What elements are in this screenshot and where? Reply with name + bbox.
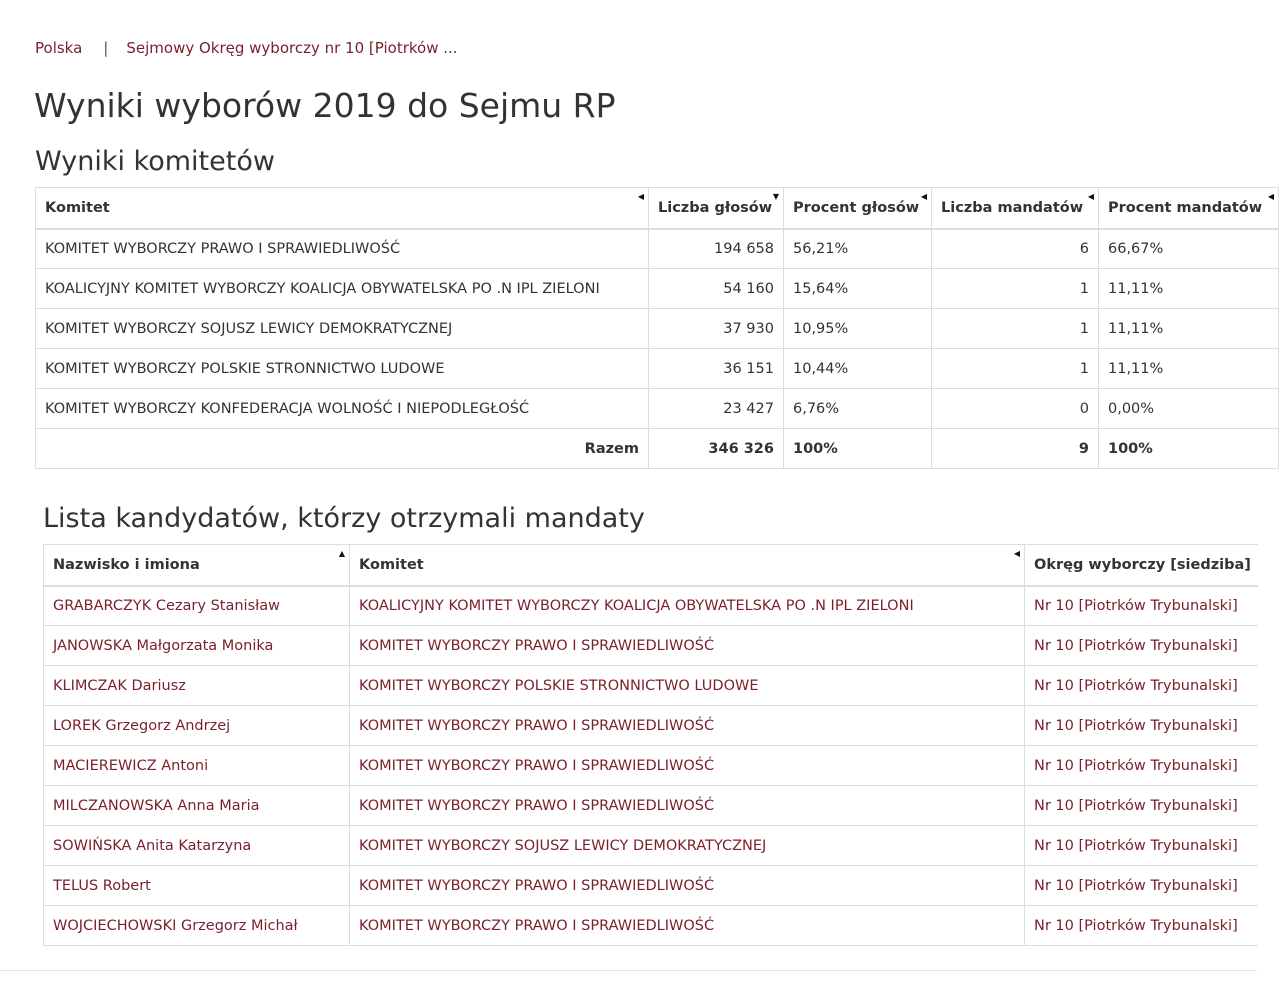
candidate-name-link[interactable]: TELUS Robert bbox=[53, 877, 151, 894]
committee-seats-percent: 11,11% bbox=[1099, 309, 1279, 349]
table-row bbox=[44, 626, 1258, 666]
footer-divider bbox=[0, 970, 1257, 971]
committee-seats-percent: 11,11% bbox=[1099, 349, 1279, 389]
candidate-committee-link[interactable]: KOMITET WYBORCZY SOJUSZ LEWICY DEMOKRATYCZNEJ bbox=[359, 837, 767, 854]
table-row bbox=[36, 389, 1279, 429]
committee-votes-percent: 56,21% bbox=[784, 229, 932, 269]
total-votes: 346 326 bbox=[649, 429, 784, 469]
column-header-label: Komitet bbox=[45, 199, 110, 216]
candidate-district-link[interactable]: Nr 10 [Piotrków Trybunalski] bbox=[1034, 797, 1238, 814]
candidate-committee-link[interactable]: KOMITET WYBORCZY PRAWO I SPRAWIEDLIWOŚĆ bbox=[359, 717, 715, 734]
candidate-district-link[interactable]: Nr 10 [Piotrków Trybunalski] bbox=[1034, 717, 1238, 734]
candidate-name-link[interactable]: KLIMCZAK Dariusz bbox=[53, 677, 186, 694]
candidate-district-link[interactable]: Nr 10 [Piotrków Trybunalski] bbox=[1034, 597, 1238, 614]
elected-candidates-table bbox=[43, 544, 1258, 946]
committee-name: KOMITET WYBORCZY SOJUSZ LEWICY DEMOKRATYCZNEJ bbox=[36, 309, 649, 349]
committee-votes: 194 658 bbox=[649, 229, 784, 269]
candidate-district-link[interactable]: Nr 10 [Piotrków Trybunalski] bbox=[1034, 757, 1238, 774]
committee-votes-percent: 10,95% bbox=[784, 309, 932, 349]
candidate-committee-link[interactable]: KOMITET WYBORCZY PRAWO I SPRAWIEDLIWOŚĆ bbox=[359, 877, 715, 894]
committee-name: KOMITET WYBORCZY KONFEDERACJA WOLNOŚĆ I NIEPODLEGŁOŚĆ bbox=[36, 389, 649, 429]
committees-table bbox=[35, 187, 1279, 469]
column-header-candidate-committee[interactable] bbox=[350, 545, 1025, 586]
breadcrumb-separator: | bbox=[103, 39, 109, 57]
column-header-district[interactable] bbox=[1025, 545, 1258, 586]
table-row bbox=[44, 866, 1258, 906]
candidate-name-link[interactable]: MILCZANOWSKA Anna Maria bbox=[53, 797, 260, 814]
column-header-label: Komitet bbox=[359, 556, 424, 573]
total-label: Razem bbox=[36, 429, 649, 469]
candidate-committee-link[interactable]: KOALICYJNY KOMITET WYBORCZY KOALICJA OBYWATELSKA PO .N IPL ZIELONI bbox=[359, 597, 914, 614]
committee-votes: 36 151 bbox=[649, 349, 784, 389]
column-header-label: Nazwisko i imiona bbox=[53, 556, 200, 573]
candidate-name-link[interactable]: WOJCIECHOWSKI Grzegorz Michał bbox=[53, 917, 298, 934]
sort-left-icon: ◀ bbox=[1087, 192, 1094, 201]
candidate-committee-link[interactable]: KOMITET WYBORCZY PRAWO I SPRAWIEDLIWOŚĆ bbox=[359, 757, 715, 774]
candidate-district-link[interactable]: Nr 10 [Piotrków Trybunalski] bbox=[1034, 837, 1238, 854]
table-row bbox=[44, 906, 1258, 946]
total-seats: 9 bbox=[932, 429, 1099, 469]
candidate-committee-link[interactable]: KOMITET WYBORCZY PRAWO I SPRAWIEDLIWOŚĆ bbox=[359, 797, 715, 814]
candidate-district-link[interactable]: Nr 10 [Piotrków Trybunalski] bbox=[1034, 677, 1238, 694]
breadcrumb-current-link[interactable]: Sejmowy Okręg wyborczy nr 10 [Piotrków ... bbox=[126, 39, 458, 57]
column-header-votes-percent[interactable] bbox=[784, 188, 932, 229]
candidate-committee-link[interactable]: KOMITET WYBORCZY POLSKIE STRONNICTWO LUDOWE bbox=[359, 677, 759, 694]
breadcrumb-home-link[interactable]: Polska bbox=[35, 39, 83, 57]
table-row bbox=[36, 309, 1279, 349]
column-header-seats[interactable] bbox=[932, 188, 1099, 229]
committee-votes-percent: 15,64% bbox=[784, 269, 932, 309]
sort-left-icon: ◀ bbox=[1013, 549, 1020, 558]
column-header-label: Okręg wyborczy [siedziba] bbox=[1034, 556, 1251, 573]
committee-name: KOALICYJNY KOMITET WYBORCZY KOALICJA OBYWATELSKA PO .N IPL ZIELONI bbox=[36, 269, 649, 309]
table-row bbox=[36, 229, 1279, 269]
column-header-label: Procent głosów bbox=[793, 199, 920, 216]
committee-votes: 54 160 bbox=[649, 269, 784, 309]
total-seats-percent: 100% bbox=[1099, 429, 1279, 469]
table-row bbox=[44, 586, 1258, 626]
candidate-name-link[interactable]: MACIEREWICZ Antoni bbox=[53, 757, 209, 774]
elected-header-row bbox=[44, 545, 1258, 586]
committee-seats: 6 bbox=[932, 229, 1099, 269]
committee-votes-percent: 6,76% bbox=[784, 389, 932, 429]
table-row bbox=[44, 666, 1258, 706]
column-header-label: Liczba głosów bbox=[658, 199, 773, 216]
committee-votes-percent: 10,44% bbox=[784, 349, 932, 389]
committee-seats: 1 bbox=[932, 269, 1099, 309]
committee-seats: 1 bbox=[932, 309, 1099, 349]
sort-desc-icon: ▼ bbox=[772, 192, 779, 201]
candidate-name-link[interactable]: LOREK Grzegorz Andrzej bbox=[53, 717, 231, 734]
committee-seats: 1 bbox=[932, 349, 1099, 389]
sort-asc-icon: ▲ bbox=[338, 549, 345, 558]
candidate-district-link[interactable]: Nr 10 [Piotrków Trybunalski] bbox=[1034, 637, 1238, 654]
table-row bbox=[44, 786, 1258, 826]
sort-left-icon: ◀ bbox=[920, 192, 927, 201]
elected-section-title: Lista kandydatów, którzy otrzymali mandaty bbox=[43, 503, 645, 534]
committee-seats-percent: 66,67% bbox=[1099, 229, 1279, 269]
column-header-committee[interactable] bbox=[36, 188, 649, 229]
table-row bbox=[44, 706, 1258, 746]
breadcrumb bbox=[35, 38, 458, 58]
candidate-committee-link[interactable]: KOMITET WYBORCZY PRAWO I SPRAWIEDLIWOŚĆ bbox=[359, 637, 715, 654]
committees-header-row bbox=[36, 188, 1279, 229]
committee-votes: 23 427 bbox=[649, 389, 784, 429]
total-votes-percent: 100% bbox=[784, 429, 932, 469]
committee-seats-percent: 11,11% bbox=[1099, 269, 1279, 309]
committee-name: KOMITET WYBORCZY PRAWO I SPRAWIEDLIWOŚĆ bbox=[36, 229, 649, 269]
candidate-district-link[interactable]: Nr 10 [Piotrków Trybunalski] bbox=[1034, 877, 1238, 894]
committee-name: KOMITET WYBORCZY POLSKIE STRONNICTWO LUDOWE bbox=[36, 349, 649, 389]
candidate-name-link[interactable]: SOWIŃSKA Anita Katarzyna bbox=[53, 837, 252, 854]
candidate-district-link[interactable]: Nr 10 [Piotrków Trybunalski] bbox=[1034, 917, 1238, 934]
page-title: Wyniki wyborów 2019 do Sejmu RP bbox=[34, 86, 616, 125]
column-header-label: Procent mandatów bbox=[1108, 199, 1263, 216]
table-row bbox=[36, 269, 1279, 309]
column-header-seats-percent[interactable] bbox=[1099, 188, 1279, 229]
committees-section-title: Wyniki komitetów bbox=[35, 146, 275, 177]
committee-votes: 37 930 bbox=[649, 309, 784, 349]
candidate-committee-link[interactable]: KOMITET WYBORCZY PRAWO I SPRAWIEDLIWOŚĆ bbox=[359, 917, 715, 934]
table-row bbox=[36, 349, 1279, 389]
column-header-label: Liczba mandatów bbox=[941, 199, 1084, 216]
candidate-name-link[interactable]: JANOWSKA Małgorzata Monika bbox=[53, 637, 274, 654]
column-header-votes[interactable] bbox=[649, 188, 784, 229]
candidate-name-link[interactable]: GRABARCZYK Cezary Stanisław bbox=[53, 597, 281, 614]
sort-left-icon: ◀ bbox=[1267, 192, 1274, 201]
table-row bbox=[44, 746, 1258, 786]
table-row bbox=[44, 826, 1258, 866]
committee-seats-percent: 0,00% bbox=[1099, 389, 1279, 429]
committee-seats: 0 bbox=[932, 389, 1099, 429]
sort-left-icon: ◀ bbox=[637, 192, 644, 201]
column-header-candidate-name[interactable] bbox=[44, 545, 350, 586]
total-row bbox=[36, 429, 1279, 469]
